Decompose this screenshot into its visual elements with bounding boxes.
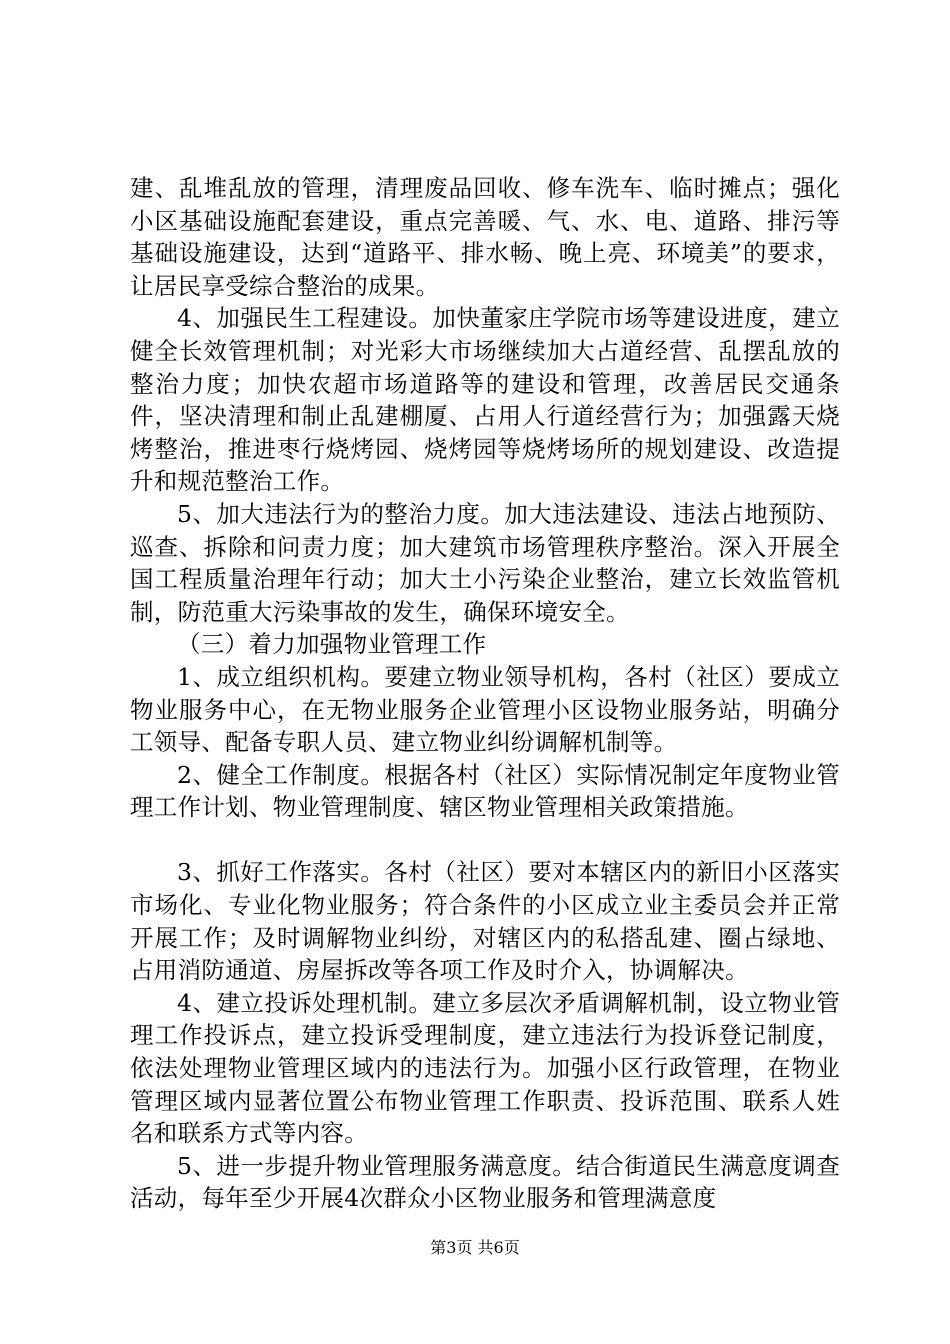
- paragraph-item-5-violations: 5、加大违法行为的整治力度。加大违法建设、违法占地预防、巡查、拆除和问责力度；加大建筑市场管理秩序整治。深入开展全国工程质量治理年行动；加大土小污染企业整治，建立长效监管机制，防范重大污染事故的发生，确保环境安全。: [130, 499, 840, 626]
- paragraph-continuation: 建、乱堆乱放的管理，清理废品回收、修车洗车、临时摊点；强化小区基础设施配套建设，重点完善暖、气、水、电、道路、排污等基础设施建设，达到“道路平、排水畅、晚上亮、环境美”的要求，让居民享受综合整治的成果。: [130, 174, 840, 300]
- paragraph-item-1-organization: 1、成立组织机构。要建立物业领导机构，各村（社区）要成立物业服务中心，在无物业服务企业管理小区设物业服务站，明确分工领导、配备专职人员、建立物业纠纷调解机制等。: [130, 662, 840, 757]
- blank-line: [130, 824, 840, 857]
- paragraph-item-3-implementation: 3、抓好工作落实。各村（社区）要对本辖区内的新旧小区落实市场化、专业化物业服务；符合条件的小区成立业主委员会并正常开展工作；及时调解物业纠纷，对辖区内的私搭乱建、圈占绿地、占用消防通道、房屋拆改等各项工作及时介入，协调解决。: [130, 858, 840, 985]
- paragraph-item-2-system: 2、健全工作制度。根据各村（社区）实际情况制定年度物业管理工作计划、物业管理制度、辖区物业管理相关政策措施。: [130, 760, 840, 822]
- paragraph-item-4-livelihood: 4、加强民生工程建设。加快董家庄学院市场等建设进度，建立健全长效管理机制；对光彩大市场继续加大占道经营、乱摆乱放的整治力度；加快农超市场道路等的建设和管理，改善居民交通条件，坚决清理和制止乱建棚厦、占用人行道经营行为；加强露天烧烤整治，推进枣行烧烤园、烧烤园等烧烤场所的规划建设、改造提升和规范整治工作。: [130, 304, 840, 496]
- paragraph-item-4-complaints: 4、建立投诉处理机制。建立多层次矛盾调解机制，设立物业管理工作投诉点，建立投诉受理制度，建立违法行为投诉登记制度，依法处理物业管理区域内的违法行为。加强小区行政管理，在物业管理区域内显著位置公布物业管理工作职责、投诉范围、联系人姓名和联系方式等内容。: [130, 988, 840, 1148]
- section-heading-property-management: （三）着力加强物业管理工作: [177, 630, 487, 659]
- document-body: [130, 172, 840, 1215]
- page-footer: 第3页 共6页: [430, 1238, 520, 1257]
- paragraph-item-5-satisfaction: 5、进一步提升物业管理服务满意度。结合街道民生满意度调查活动，每年至少开展4次群众小区物业服务和管理满意度: [130, 1151, 840, 1213]
